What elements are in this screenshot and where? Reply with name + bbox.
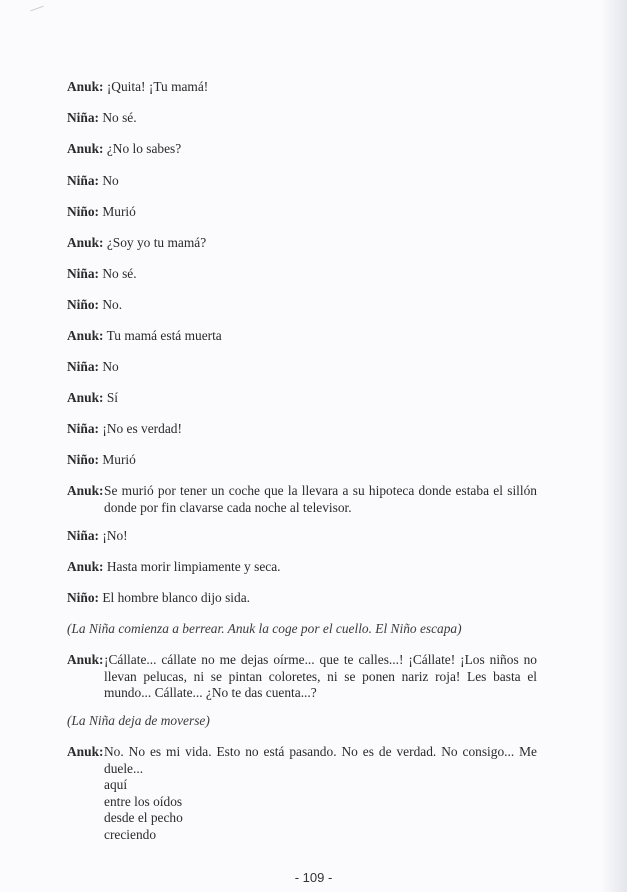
dialogue-text: Hasta morir limpiamente y seca. [106,559,281,574]
dialogue-text: No [102,359,119,374]
speaker-name: Niña: [67,421,99,436]
dialogue-line [67,452,136,468]
dialogue-text: ¡No es verdad! [102,421,182,436]
dialogue-line [67,110,137,126]
speaker-name: Anuk: [67,328,104,343]
dialogue-line [67,528,128,544]
dialogue-line [67,328,222,344]
speaker-name: Anuk: [67,390,104,405]
stage-direction: (La Niña comienza a berrear. Anuk la coge por el cuello. El Niño escapa) [67,621,462,636]
speaker-name: Niña: [67,173,99,188]
page-number: - 109 - [294,870,333,885]
dialogue-line [67,204,136,220]
dialogue-text: No. No es mi vida. Esto no está pasando. No es de verdad. No consigo... Me duele... [104,744,537,776]
dialogue-text: ¡Cállate... cállate no me dejas oírme... que te calles...! ¡Cállate! ¡Los niños no llevan pelucas, ni se pintan coloretes, ni se ponen nariz roja! Les basta el mundo... Cállate... ¿No te das cuenta...? [104,652,537,700]
dialogue-line [67,266,137,282]
dialogue-text: Murió [102,452,136,467]
page-edge-shadow [601,0,627,892]
speaker-name: Niña: [67,359,99,374]
dialogue-line [67,297,122,313]
speaker-name: Niña: [67,266,99,281]
stage-direction: (La Niña deja de moverse) [67,713,210,728]
dialogue-text: Se murió por tener un coche que la llevara a su hipoteca donde estaba el sillón donde por fin clavarse cada noche al televisor. [104,483,537,515]
dialogue-text: No sé. [102,110,137,125]
dialogue-text: No [102,173,119,188]
speaker-name: Niño: [67,590,99,605]
corner-mark [30,6,43,12]
dialogue-line [67,173,119,189]
dialogue-line [67,79,208,95]
dialogue-text: No. [102,297,123,312]
dialogue-text: Sí [106,390,119,405]
dialogue-text: ¿Soy yo tu mamá? [106,235,207,250]
dialogue-line [67,390,118,406]
dialogue-line [67,590,250,606]
dialogue-line [67,235,206,251]
speaker-name: Anuk: [67,652,104,667]
dialogue-line [67,559,281,575]
dialogue-block [67,652,537,702]
speaker-name: Niña: [67,528,99,543]
speaker-name: Anuk: [67,483,104,498]
speaker-name: Niño: [67,204,99,219]
speaker-name: Anuk: [67,79,104,94]
speaker-name: Anuk: [67,559,104,574]
dialogue-text: Tu mamá está muerta [106,328,222,343]
dialogue-line [67,141,181,157]
dialogue-line [67,359,119,375]
dialogue-block [67,744,537,843]
dialogue-text: No sé. [102,266,137,281]
dialogue-text: Murió [102,204,136,219]
dialogue-text: ¡Quita! ¡Tu mamá! [106,79,209,94]
dialogue-text: ¡No! [102,528,128,543]
speaker-name: Anuk: [67,744,104,759]
dialogue-line [67,421,182,437]
speaker-name: Niña: [67,110,99,125]
speaker-name: Niño: [67,297,99,312]
dialogue-block [67,483,537,516]
speaker-name: Niño: [67,452,99,467]
dialogue-text: ¿No lo sabes? [106,141,182,156]
verse-lines: aquí entre los oídos desde el pecho creciendo [104,777,183,842]
dialogue-text: El hombre blanco dijo sida. [102,590,250,605]
speaker-name: Anuk: [67,141,104,156]
speaker-name: Anuk: [67,235,104,250]
